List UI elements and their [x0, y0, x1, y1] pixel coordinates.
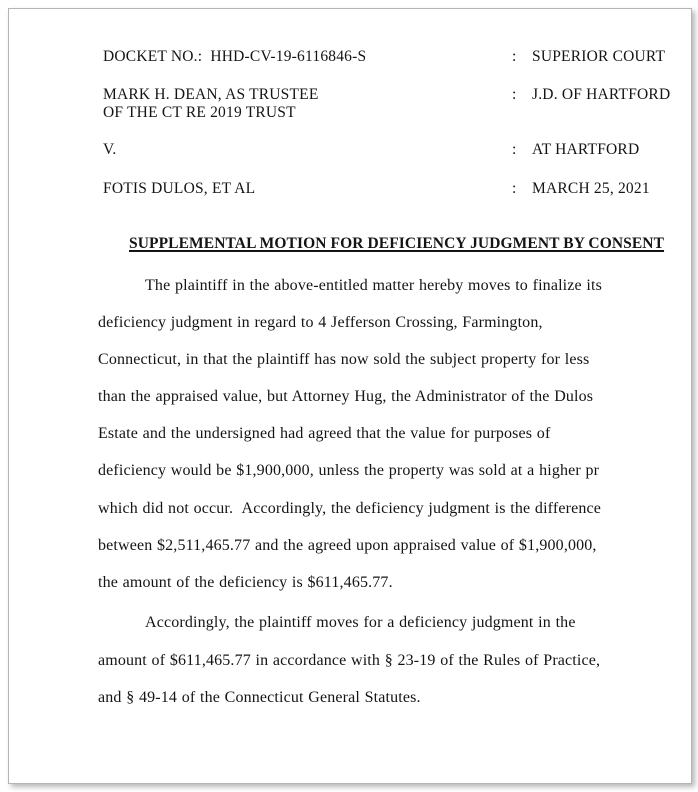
- filing-date: MARCH 25, 2021: [532, 180, 650, 197]
- motion-title: SUPPLEMENTAL MOTION FOR DEFICIENCY JUDGMENT BY CONSENT: [129, 235, 665, 252]
- body-line: deficiency would be $1,900,000, unless the property was sold at a higher pr: [98, 462, 600, 479]
- body-line: between $2,511,465.77 and the agreed upon appraised value of $1,900,000,: [98, 537, 597, 554]
- caption-separator: :: [512, 48, 517, 65]
- caption-separator: :: [512, 180, 517, 197]
- body-line: Estate and the undersigned had agreed that the value for purposes of: [98, 425, 551, 442]
- docket-number: DOCKET NO.: HHD-CV-19-6116846-S: [103, 48, 367, 65]
- body-line: The plaintiff in the above-entitled matter hereby moves to finalize its: [145, 277, 602, 294]
- body-line: which did not occur. Accordingly, the deficiency judgment is the difference: [98, 500, 601, 517]
- court-document-page: [8, 8, 692, 784]
- defendant-name: FOTIS DULOS, ET AL: [103, 180, 256, 197]
- versus-label: V.: [103, 141, 117, 158]
- plaintiff-name-line1: MARK H. DEAN, AS TRUSTEE: [103, 86, 319, 103]
- body-line: amount of $611,465.77 in accordance with § 23-19 of the Rules of Practice,: [98, 652, 601, 669]
- caption-separator: :: [512, 86, 517, 103]
- court-name: SUPERIOR COURT: [532, 48, 666, 65]
- judicial-district: J.D. OF HARTFORD: [532, 86, 671, 103]
- body-line: Accordingly, the plaintiff moves for a deficiency judgment in the: [145, 614, 576, 631]
- body-line: Connecticut, in that the plaintiff has now sold the subject property for less: [98, 351, 590, 368]
- body-line: and § 49-14 of the Connecticut General Statutes.: [98, 689, 421, 706]
- body-line: the amount of the deficiency is $611,465.77.: [98, 574, 393, 591]
- caption-separator: :: [512, 141, 517, 158]
- body-line: than the appraised value, but Attorney Hug, the Administrator of the Dulos: [98, 388, 594, 405]
- body-line: deficiency judgment in regard to 4 Jefferson Crossing, Farmington,: [98, 314, 543, 331]
- court-location: AT HARTFORD: [532, 141, 640, 158]
- plaintiff-name-line2: OF THE CT RE 2019 TRUST: [103, 104, 296, 121]
